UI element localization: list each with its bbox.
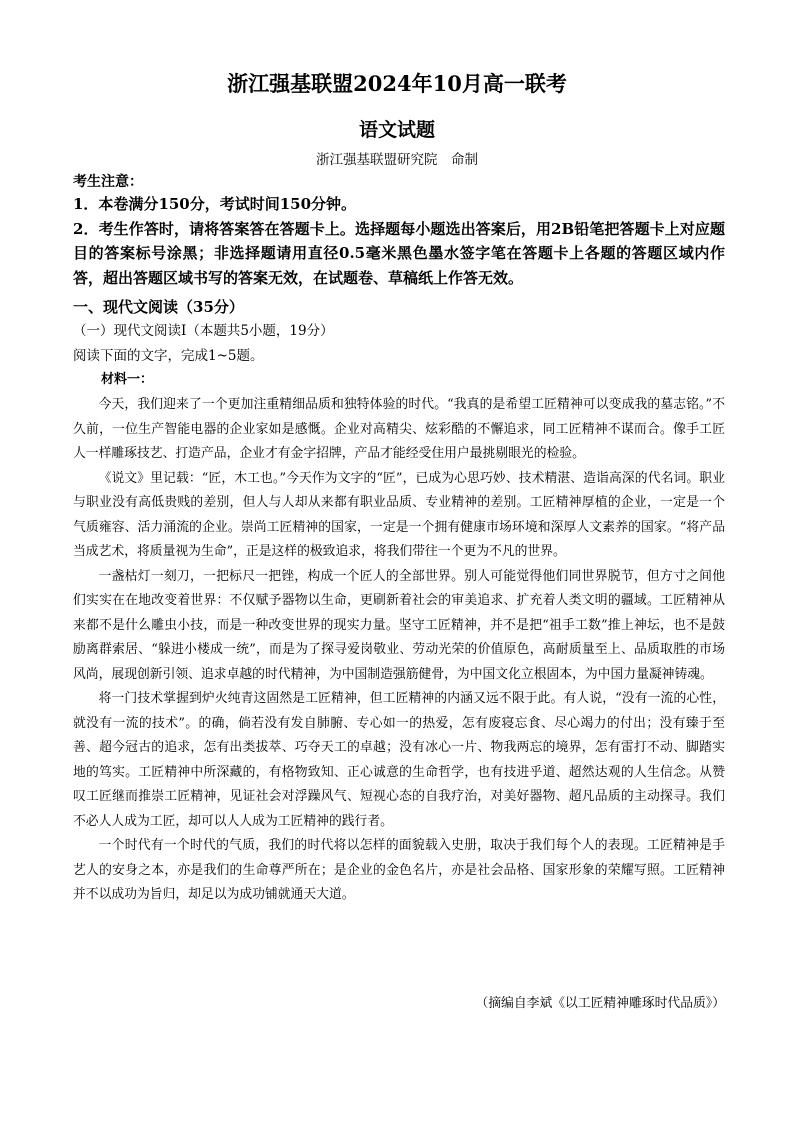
passage-body	[73, 393, 725, 908]
passage-source: （摘编自李斌《以工匠精神雕琢时代品质》）	[475, 996, 725, 1011]
material-label: 材料一：	[101, 372, 154, 387]
passage-paragraph: 将一门技术掌握到炉火纯青这固然是工匠精神，但工匠精神的内涵又远不限于此。有人说，“没有一流的心性，就没有一流的技术”。的确，倘若没有发自肺腑、专心如一的热爱，怎有废寝忘食、尽心竭力的付出；没有臻于至善、超今冠古的追求，怎有出类拔萃、巧夺天工的卓越；没有冰心一片、物我两忘的境界，怎有雷打不动、脚踏实地的笃实。工匠精神中所深藏的，有格物致知、正心诚意的生命哲学，也有技进乎道、超然达观的人生信念。从赞叹工匠继而推崇工匠精神，见证社会对浮躁风气、短视心态的自我疗治，对美好器物、超凡品质的主动探寻。我们不必人人成为工匠，却可以人人成为工匠精神的践行者。	[73, 691, 725, 829]
exam-title: 浙江强基联盟2024年10月高一联考	[227, 71, 567, 96]
exam-author: 浙江强基联盟研究院 命制	[316, 152, 478, 168]
passage-paragraph: 一个时代有一个时代的气质，我们的时代将以怎样的面貌载入史册，取决于我们每个人的表现。工匠精神是手艺人的安身之本，亦是我们的生命尊严所在；是企业的金色名片，亦是社会品格、国家形象的荣耀写照。工匠精神并不以成功为旨归，却足以为成功铺就通天大道。	[73, 838, 725, 902]
passage-paragraph: 今天，我们迎来了一个更加注重精细品质和独特体验的时代。“我真的是希望工匠精神可以变成我的墓志铭。”不久前，一位生产智能电器的企业家如是感慨。企业对高精尖、炫彩酷的不懈追求，同工匠精神不谋而合。像手工匠人一样雕琢技艺、打造产品，企业才有金字招牌，产品才能经受住用户最挑剔眼光的检验。	[73, 397, 725, 461]
candidate-notes	[73, 172, 725, 290]
reading-instruction: 阅读下面的文字，完成1~5题。	[73, 348, 264, 364]
subsection-heading: （一）现代文阅读Ⅰ（本题共5小题，19分）	[73, 323, 334, 339]
notes-heading: 考生注意：	[73, 174, 143, 190]
note-item-1: 1．本卷满分150分，考试时间150分钟。	[73, 195, 357, 213]
exam-subject: 语文试题	[358, 119, 435, 141]
passage-paragraph: 一盏枯灯一刻刀，一把标尺一把锉，构成一个匠人的全部世界。别人可能觉得他们同世界脱节，但方寸之间他们实实在在地改变着世界：不仅赋予器物以生命，更刷新着社会的审美追求、扩充着人类文明的疆域。工匠精神从来都不是什么雕虫小技，而是一种改变世界的现实力量。坚守工匠精神，并不是把“祖手工数”推上神坛，也不是鼓励离群索居、“躲进小楼成一统”，而是为了探寻爱岗敬业、劳动光荣的价值原色，高耐质量至上、品质取胜的市场风尚，展现创新引领、追求卓越的时代精神，为中国制造强筋健骨，为中国文化立根固本，为中国力量凝神铸魂。	[73, 568, 725, 682]
passage-paragraph: 《说文》里记载：“匠，木工也。”今天作为文字的“匠”，已成为心思巧妙、技术精湛、造诣高深的代名词。职业与职业没有高低贵贱的差别，但人与人却从来都有职业品质、专业精神的差别。工匠精神厚植的企业，一定是一个气质雍容、活力涌流的企业。崇尚工匠精神的国家，一定是一个拥有健康市场环境和深厚人文素养的国家。“将产品当成艺术，将质量视为生命”，正是这样的极致追求，将我们带往一个更为不凡的世界。	[73, 470, 725, 559]
section-heading: 一、现代文阅读（35分）	[73, 298, 244, 316]
note-item-2: 2．考生作答时，请将答案答在答题卡上。选择题每小题选出答案后，用2B铅笔把答题卡上对应题目的答案标号涂黑；非选择题请用直径0.5毫米黑色墨水签字笔在答题卡上各题的答题区域内作答，超出答题区域书写的答案无效，在试题卷、草稿纸上作答无效。	[73, 219, 725, 287]
